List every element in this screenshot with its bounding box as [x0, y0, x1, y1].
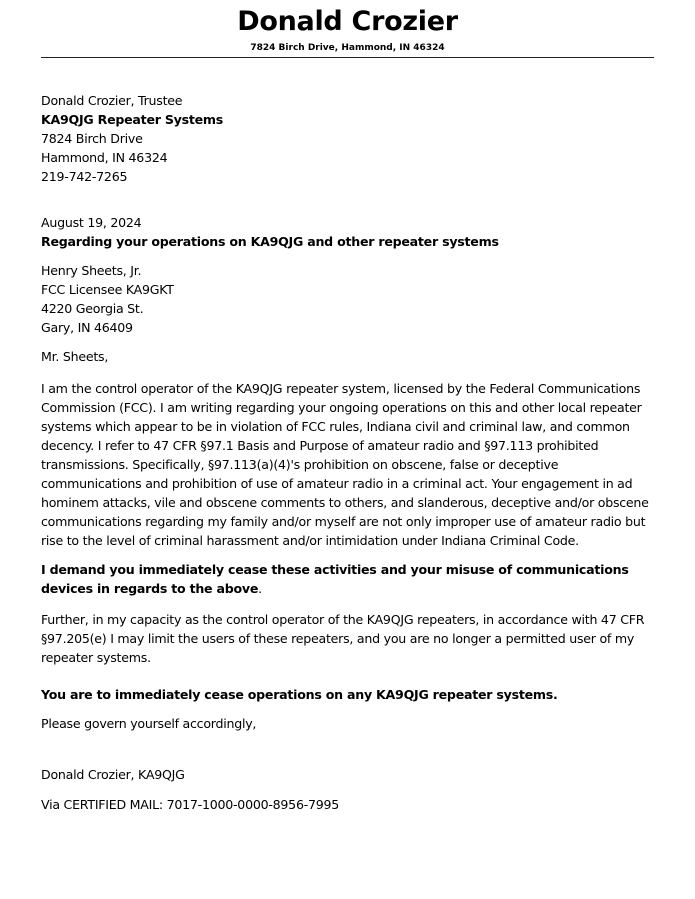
paragraph-line: communications and prohibition of use of amateur radio in a criminal act. Your engagement in ad [41, 476, 633, 491]
salutation: Mr. Sheets, [41, 349, 109, 364]
signature: Donald Crozier, KA9QJG [41, 767, 185, 782]
delivery-note-block [41, 795, 661, 814]
sender-street: 7824 Birch Drive [41, 131, 143, 146]
recipient-city-state-zip: Gary, IN 46409 [41, 320, 133, 335]
closing: Please govern yourself accordingly, [41, 716, 257, 731]
recipient-street: 4220 Georgia St. [41, 301, 144, 316]
signature-block [41, 765, 661, 784]
sender-organization: KA9QJG Repeater Systems [41, 112, 224, 127]
letterhead-divider [41, 57, 654, 58]
paragraph-line: communications regarding my family and/or myself are not only improper use of amateur radio but [41, 514, 646, 529]
paragraph-line: I am the control operator of the KA9QJG repeater system, licensed by the Federal Communications [41, 381, 641, 396]
paragraph-line: repeater systems. [41, 650, 151, 665]
recipient-name: Henry Sheets, Jr. [41, 263, 142, 278]
cease-statement-block [41, 685, 661, 704]
letter-date: August 19, 2024 [41, 215, 142, 230]
sender-name-title: Donald Crozier, Trustee [41, 93, 183, 108]
demand-line: I demand you immediately cease these activities and your misuse of communications [41, 562, 629, 577]
paragraph-line: transmissions. Specifically, §97.113(a)(4)'s prohibition on obscene, false or deceptive [41, 457, 559, 472]
paragraph-line: Further, in my capacity as the control operator of the KA9QJG repeaters, in accordance with 47 CFR [41, 612, 645, 627]
body-paragraph-1 [41, 379, 661, 550]
paragraph-line: systems which appear to be in violation of FCC rules, Indiana civil and criminal law, and common [41, 419, 630, 434]
demand-statement [41, 560, 661, 598]
paragraph-line: Commission (FCC). I am writing regarding your ongoing operations on this and other local repeater [41, 400, 642, 415]
letter-subject: Regarding your operations on KA9QJG and other repeater systems [41, 234, 499, 249]
sender-phone: 219-742-7265 [41, 169, 128, 184]
sender-block [41, 91, 661, 186]
cease-statement: You are to immediately cease operations on any KA9QJG repeater systems. [41, 687, 558, 702]
date-subject-block [41, 213, 661, 251]
letterhead-name: Donald Crozier [237, 6, 458, 37]
recipient-block [41, 261, 661, 337]
delivery-note: Via CERTIFIED MAIL: 7017-1000-0000-8956-7995 [41, 797, 340, 812]
demand-period: . [258, 581, 262, 596]
paragraph-line: hominem attacks, vile and obscene comments to others, and slanderous, deceptive and/or obscene [41, 495, 649, 510]
salutation-block [41, 347, 661, 366]
recipient-license: FCC Licensee KA9GKT [41, 282, 174, 297]
closing-block [41, 714, 661, 733]
paragraph-line: §97.205(e) I may limit the users of these repeaters, and you are no longer a permitted user of my [41, 631, 635, 646]
sender-city-state-zip: Hammond, IN 46324 [41, 150, 168, 165]
demand-line: devices in regards to the above [41, 581, 259, 596]
paragraph-line: rise to the level of criminal harassment and/or intimidation under Indiana Criminal Code. [41, 533, 579, 548]
body-paragraph-2 [41, 610, 661, 667]
letterhead-address: 7824 Birch Drive, Hammond, IN 46324 [250, 43, 445, 53]
paragraph-line: decency. I refer to 47 CFR §97.1 Basis and Purpose of amateur radio and §97.113 prohibited [41, 438, 599, 453]
